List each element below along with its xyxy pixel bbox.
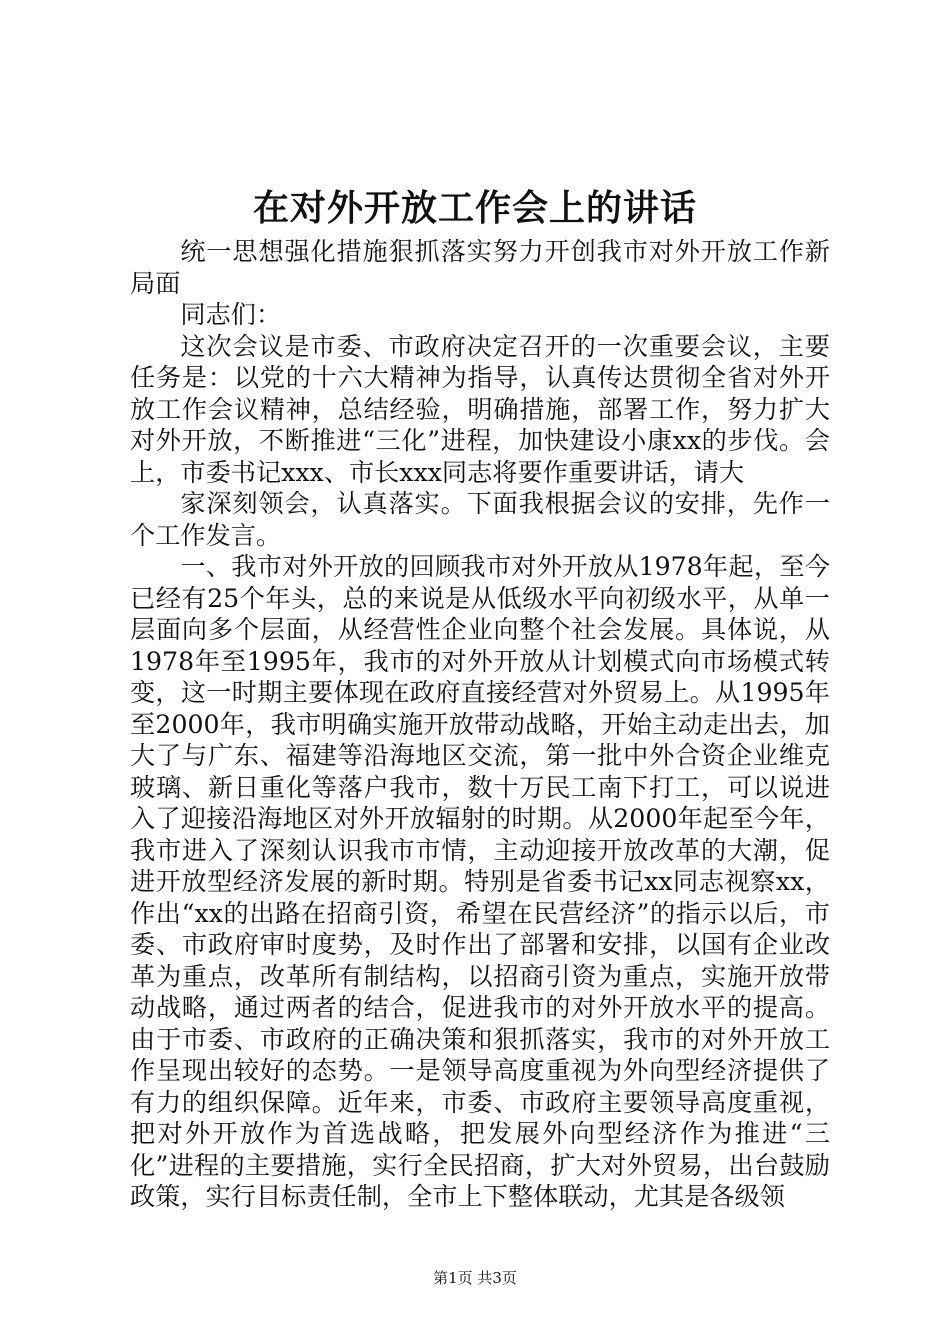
body-paragraph: 家深刻领会，认真落实。下面我根据会议的安排，先作一个工作发言。 (130, 489, 830, 550)
subtitle-paragraph: 统一思想强化措施狠抓落实努力开创我市对外开放工作新局面 (130, 237, 830, 298)
salutation-paragraph: 同志们： (180, 300, 282, 329)
body-paragraph: 这次会议是市委、市政府决定召开的一次重要会议，主要任务是：以党的十六大精神为指导，认真传达贯彻全省对外开放工作会议精神，总结经验，明确措施，部署工作，努力扩大对外开放，不断推进“三化”进程，加快建设小康xx的步伐。会上，市委书记xxx、市长xxx同志将要作重要讲话，请大 (130, 331, 830, 487)
document-body (130, 236, 830, 1213)
document-title: 在对外开放工作会上的讲话 (252, 187, 697, 229)
page-number-footer: 第1页 共3页 (433, 1269, 517, 1287)
body-paragraph: 一、我市对外开放的回顾我市对外开放从1978年起，至今已经有25个年头，总的来说是从低级水平向初级水平，从单一层面向多个层面，从经营性企业向整个社会发展。具体说，从1978年至1995年，我市的对外开放从计划模式向市场模式转变，这一时期主要体现在政府直接经营对外贸易上。从1995年至2000年，我市明确实施开放带动战略，开始主动走出去，加大了与广东、福建等沿海地区交流，第一批中外合资企业维克玻璃、新日重化等落户我市，数十万民工南下打工，可以说进入了迎接沿海地区对外开放辐射的时期。从2000年起至今年，我市进入了深刻认识我市市情，主动迎接开放改革的大潮，促进开放型经济发展的新时期。特别是省委书记xx同志视察xx，作出“xx的出路在招商引资，希望在民营经济”的指示以后，市委、市政府审时度势，及时作出了部署和安排，以国有企业改革为重点，改革所有制结构，以招商引资为重点，实施开放带动战略，通过两者的结合，促进我市的对外开放水平的提高。由于市委、市政府的正确决策和狠抓落实，我市的对外开放工作呈现出较好的态势。一是领导高度重视为外向型经济提供了有力的组织保障。近年来，市委、市政府主要领导高度重视，把对外开放作为首选战略，把发展外向型经济作为推进“三化”进程的主要措施，实行全民招商，扩大对外贸易，出台鼓励政策，实行目标责任制，全市上下整体联动，尤其是各级领 (130, 552, 830, 1211)
